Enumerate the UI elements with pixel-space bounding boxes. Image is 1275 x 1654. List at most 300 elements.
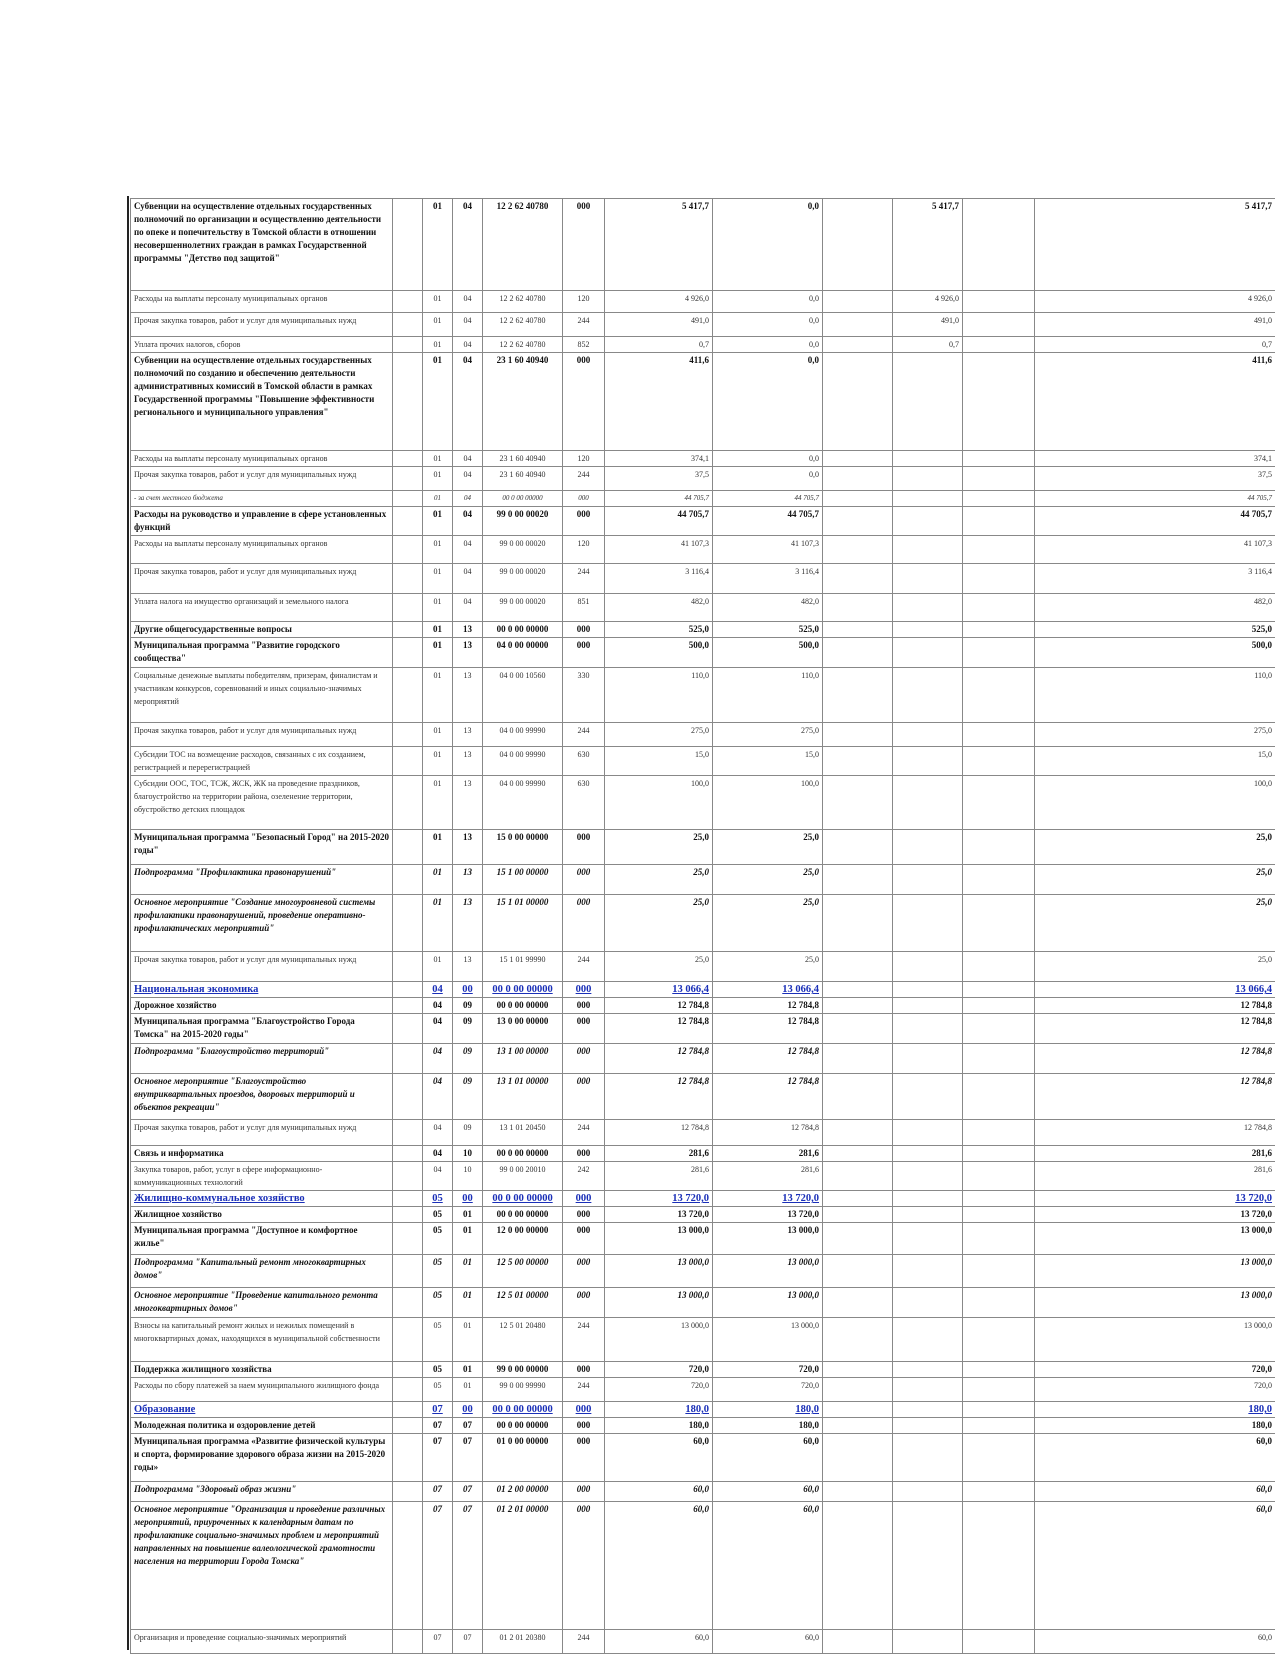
local-budget-cell: 12 784,8 [713,998,823,1014]
blank-cell [963,723,1035,747]
blank-cell [963,998,1035,1014]
table-row [131,1255,1275,1288]
blank-cell [393,1074,423,1120]
section-code-cell: 01 [423,337,453,353]
total-cell: 44 705,7 [1035,491,1275,507]
blank-cell [963,747,1035,776]
expense-type-cell: 000 [563,998,605,1014]
row-name-cell: Муниципальная программа "Безопасный Город" на 2015-2020 годы" [131,830,393,865]
row-name-cell: Прочая закупка товаров, работ и услуг для муниципальных нужд [131,723,393,747]
sum-cell: 60,0 [605,1502,713,1630]
blank-cell [393,865,423,895]
row-name-cell: Дорожное хозяйство [131,998,393,1014]
blank-cell [393,1288,423,1318]
regional-budget-cell [893,1014,963,1044]
sum-cell: 60,0 [605,1482,713,1502]
section-code-cell: 04 [423,998,453,1014]
subsection-code-cell: 04 [453,313,483,337]
blank-cell [823,594,893,622]
table-row [131,594,1275,622]
regional-budget-cell [893,668,963,723]
table-row [131,199,1275,291]
local-budget-cell: 275,0 [713,723,823,747]
expense-type-cell: 630 [563,747,605,776]
total-cell: 411,6 [1035,353,1275,451]
sum-cell: 13 066,4 [605,982,713,998]
blank-cell [823,1120,893,1146]
expense-type-cell: 244 [563,952,605,982]
table-row [131,952,1275,982]
table-row [131,865,1275,895]
local-budget-cell: 13 720,0 [713,1207,823,1223]
sum-cell: 13 720,0 [605,1191,713,1207]
table-row [131,1482,1275,1502]
row-name-cell: Прочая закупка товаров, работ и услуг для муниципальных нужд [131,1120,393,1146]
blank-cell [393,1318,423,1362]
blank-cell [963,668,1035,723]
total-cell: 100,0 [1035,776,1275,830]
blank-cell [823,998,893,1014]
blank-cell [393,1162,423,1191]
table-row [131,564,1275,594]
blank-cell [823,1191,893,1207]
table-row [131,353,1275,451]
blank-cell [823,507,893,536]
subsection-code-cell: 00 [453,1402,483,1418]
blank-cell [393,1378,423,1402]
blank-cell [393,353,423,451]
row-name-cell: Организация и проведение социально-значимых мероприятий [131,1630,393,1654]
subsection-code-cell: 04 [453,199,483,291]
target-article-cell: 12 0 00 00000 [483,1223,563,1255]
blank-cell [823,291,893,313]
blank-cell [963,467,1035,491]
regional-budget-cell [893,1378,963,1402]
total-cell: 180,0 [1035,1402,1275,1418]
sum-cell: 13 000,0 [605,1318,713,1362]
regional-budget-cell [893,1482,963,1502]
row-name-cell: - за счет местного бюджета [131,491,393,507]
expense-type-cell: 000 [563,491,605,507]
regional-budget-cell [893,1418,963,1434]
blank-cell [963,594,1035,622]
blank-cell [823,776,893,830]
blank-cell [963,1482,1035,1502]
sum-cell: 37,5 [605,467,713,491]
subsection-code-cell: 04 [453,507,483,536]
subsection-code-cell: 04 [453,564,483,594]
local-budget-cell: 720,0 [713,1362,823,1378]
blank-cell [823,353,893,451]
expense-type-cell: 000 [563,1255,605,1288]
blank-cell [393,668,423,723]
sum-cell: 281,6 [605,1162,713,1191]
regional-budget-cell [893,622,963,638]
table-row [131,1146,1275,1162]
local-budget-cell: 25,0 [713,830,823,865]
table-row [131,291,1275,313]
local-budget-cell: 44 705,7 [713,491,823,507]
sum-cell: 275,0 [605,723,713,747]
sum-cell: 720,0 [605,1362,713,1378]
section-code-cell: 05 [423,1378,453,1402]
row-name-cell: Прочая закупка товаров, работ и услуг для муниципальных нужд [131,467,393,491]
blank-cell [393,952,423,982]
section-code-cell: 01 [423,622,453,638]
target-article-cell: 13 1 01 20450 [483,1120,563,1146]
expense-type-cell: 120 [563,536,605,564]
subsection-code-cell: 04 [453,594,483,622]
regional-budget-cell [893,353,963,451]
target-article-cell: 00 0 00 00000 [483,1207,563,1223]
total-cell: 12 784,8 [1035,1044,1275,1074]
total-cell: 13 000,0 [1035,1318,1275,1362]
subsection-code-cell: 13 [453,668,483,723]
table-row [131,467,1275,491]
regional-budget-cell [893,594,963,622]
table-row [131,1402,1275,1418]
local-budget-cell: 0,0 [713,199,823,291]
target-article-cell: 99 0 00 00020 [483,536,563,564]
row-name-cell: Подпрограмма "Здоровый образ жизни" [131,1482,393,1502]
sum-cell: 110,0 [605,668,713,723]
blank-cell [823,865,893,895]
subsection-code-cell: 00 [453,982,483,998]
target-article-cell: 12 2 62 40780 [483,313,563,337]
blank-cell [823,337,893,353]
target-article-cell: 99 0 00 00000 [483,1362,563,1378]
section-code-cell: 05 [423,1362,453,1378]
blank-cell [963,1502,1035,1630]
expense-type-cell: 000 [563,895,605,952]
local-budget-cell: 500,0 [713,638,823,668]
sum-cell: 374,1 [605,451,713,467]
section-code-cell: 01 [423,895,453,952]
row-name-cell: Закупка товаров, работ, услуг в сфере информационно-коммуникационных технологий [131,1162,393,1191]
subsection-code-cell: 13 [453,830,483,865]
subsection-code-cell: 09 [453,998,483,1014]
expense-type-cell: 242 [563,1162,605,1191]
blank-cell [823,1223,893,1255]
subsection-code-cell: 13 [453,747,483,776]
table-row [131,1014,1275,1044]
local-budget-cell: 0,0 [713,467,823,491]
target-article-cell: 13 1 01 00000 [483,1074,563,1120]
left-margin-rule [127,196,129,1650]
blank-cell [393,1255,423,1288]
blank-cell [823,747,893,776]
target-article-cell: 12 5 00 00000 [483,1255,563,1288]
expense-type-cell: 000 [563,865,605,895]
table-row [131,1418,1275,1434]
section-code-cell: 04 [423,982,453,998]
expense-type-cell: 244 [563,723,605,747]
sum-cell: 180,0 [605,1418,713,1434]
total-cell: 41 107,3 [1035,536,1275,564]
row-name-cell: Муниципальная программа "Развитие городского сообщества" [131,638,393,668]
blank-cell [393,1014,423,1044]
regional-budget-cell [893,747,963,776]
total-cell: 60,0 [1035,1630,1275,1654]
target-article-cell: 00 0 00 00000 [483,1418,563,1434]
blank-cell [823,1255,893,1288]
local-budget-cell: 0,0 [713,451,823,467]
sum-cell: 25,0 [605,895,713,952]
table-row [131,830,1275,865]
section-code-cell: 01 [423,353,453,451]
total-cell: 0,7 [1035,337,1275,353]
target-article-cell: 99 0 00 00020 [483,564,563,594]
sum-cell: 44 705,7 [605,491,713,507]
expense-type-cell: 852 [563,337,605,353]
target-article-cell: 12 5 01 20480 [483,1318,563,1362]
subsection-code-cell: 09 [453,1044,483,1074]
subsection-code-cell: 01 [453,1378,483,1402]
section-code-cell: 01 [423,507,453,536]
expense-type-cell: 000 [563,1502,605,1630]
blank-cell [393,895,423,952]
blank-cell [823,1074,893,1120]
blank-cell [963,638,1035,668]
target-article-cell: 00 0 00 00000 [483,982,563,998]
blank-cell [823,1362,893,1378]
target-article-cell: 01 0 00 00000 [483,1434,563,1482]
expense-type-cell: 330 [563,668,605,723]
total-cell: 12 784,8 [1035,1014,1275,1044]
target-article-cell: 99 0 00 00020 [483,594,563,622]
local-budget-cell: 60,0 [713,1502,823,1630]
total-cell: 25,0 [1035,895,1275,952]
target-article-cell: 04 0 00 99990 [483,776,563,830]
subsection-code-cell: 00 [453,1191,483,1207]
section-code-cell: 05 [423,1318,453,1362]
regional-budget-cell [893,1402,963,1418]
blank-cell [963,982,1035,998]
blank-cell [823,638,893,668]
table-row [131,1162,1275,1191]
row-name-cell: Образование [131,1402,393,1418]
local-budget-cell: 180,0 [713,1402,823,1418]
row-name-cell: Муниципальная программа "Доступное и комфортное жилье" [131,1223,393,1255]
table-row [131,747,1275,776]
target-article-cell: 01 2 01 00000 [483,1502,563,1630]
sum-cell: 411,6 [605,353,713,451]
regional-budget-cell [893,1191,963,1207]
expense-type-cell: 000 [563,1402,605,1418]
local-budget-cell: 482,0 [713,594,823,622]
local-budget-cell: 3 116,4 [713,564,823,594]
section-code-cell: 01 [423,451,453,467]
subsection-code-cell: 01 [453,1255,483,1288]
sum-cell: 5 417,7 [605,199,713,291]
total-cell: 12 784,8 [1035,998,1275,1014]
local-budget-cell: 12 784,8 [713,1120,823,1146]
section-code-cell: 01 [423,747,453,776]
row-name-cell: Субсидии ТОС на возмещение расходов, связанных с их созданием, регистрацией и перерегистрацией [131,747,393,776]
total-cell: 13 720,0 [1035,1191,1275,1207]
local-budget-cell: 281,6 [713,1162,823,1191]
subsection-code-cell: 07 [453,1418,483,1434]
blank-cell [393,594,423,622]
sum-cell: 281,6 [605,1146,713,1162]
subsection-code-cell: 01 [453,1223,483,1255]
sum-cell: 15,0 [605,747,713,776]
table-row [131,776,1275,830]
table-row [131,1434,1275,1482]
blank-cell [963,865,1035,895]
total-cell: 37,5 [1035,467,1275,491]
target-article-cell: 12 2 62 40780 [483,291,563,313]
regional-budget-cell [893,1362,963,1378]
blank-cell [393,1223,423,1255]
expense-type-cell: 244 [563,467,605,491]
section-code-cell: 07 [423,1482,453,1502]
local-budget-cell: 525,0 [713,622,823,638]
subsection-code-cell: 09 [453,1074,483,1120]
sum-cell: 13 000,0 [605,1255,713,1288]
regional-budget-cell [893,1146,963,1162]
table-row [131,451,1275,467]
table-row [131,536,1275,564]
total-cell: 491,0 [1035,313,1275,337]
row-name-cell: Уплата прочих налогов, сборов [131,337,393,353]
table-row [131,1120,1275,1146]
blank-cell [823,1378,893,1402]
subsection-code-cell: 09 [453,1120,483,1146]
target-article-cell: 15 1 00 00000 [483,865,563,895]
blank-cell [393,638,423,668]
row-name-cell: Основное мероприятие "Организация и проведение различных мероприятий, приуроченных к календарным датам по профилактике социально-значимых проблем и мероприятий направленных на повышение валеологической грамотности населения на территории Города Томска" [131,1502,393,1630]
table-row [131,723,1275,747]
regional-budget-cell: 5 417,7 [893,199,963,291]
section-code-cell: 01 [423,536,453,564]
local-budget-cell: 15,0 [713,747,823,776]
target-article-cell: 04 0 00 10560 [483,668,563,723]
expense-type-cell: 000 [563,1223,605,1255]
blank-cell [393,1402,423,1418]
table-row [131,668,1275,723]
total-cell: 13 000,0 [1035,1223,1275,1255]
table-row [131,1074,1275,1120]
section-code-cell: 01 [423,830,453,865]
row-name-cell: Расходы на руководство и управление в сфере установленных функций [131,507,393,536]
section-code-cell: 05 [423,1288,453,1318]
row-name-cell: Прочая закупка товаров, работ и услуг для муниципальных нужд [131,564,393,594]
blank-cell [823,895,893,952]
section-code-cell: 01 [423,564,453,594]
target-article-cell: 00 0 00 00000 [483,1402,563,1418]
row-name-cell: Основное мероприятие "Благоустройство внутриквартальных проездов, дворовых территорий и объектов рекреации" [131,1074,393,1120]
local-budget-cell: 60,0 [713,1630,823,1654]
blank-cell [393,1418,423,1434]
expense-type-cell: 000 [563,1288,605,1318]
blank-cell [823,536,893,564]
regional-budget-cell [893,1318,963,1362]
section-code-cell: 04 [423,1074,453,1120]
total-cell: 25,0 [1035,865,1275,895]
sum-cell: 482,0 [605,594,713,622]
row-name-cell: Социальные денежные выплаты победителям, призерам, финалистам и участникам конкурсов, соревнований и иных социально-значимых мероприятий [131,668,393,723]
subsection-code-cell: 13 [453,776,483,830]
subsection-code-cell: 04 [453,353,483,451]
sum-cell: 13 720,0 [605,1207,713,1223]
blank-cell [393,622,423,638]
target-article-cell: 15 1 01 99990 [483,952,563,982]
row-name-cell: Подпрограмма "Профилактика правонарушений" [131,865,393,895]
subsection-code-cell: 01 [453,1318,483,1362]
local-budget-cell: 13 000,0 [713,1255,823,1288]
subsection-code-cell: 13 [453,638,483,668]
section-code-cell: 05 [423,1191,453,1207]
sum-cell: 25,0 [605,830,713,865]
expense-type-cell: 244 [563,1318,605,1362]
regional-budget-cell [893,895,963,952]
row-name-cell: Подпрограмма "Благоустройство территорий" [131,1044,393,1074]
target-article-cell: 12 5 01 00000 [483,1288,563,1318]
local-budget-cell: 12 784,8 [713,1074,823,1120]
section-code-cell: 04 [423,1044,453,1074]
blank-cell [823,622,893,638]
target-article-cell: 04 0 00 99990 [483,747,563,776]
sum-cell: 12 784,8 [605,1014,713,1044]
blank-cell [823,1207,893,1223]
blank-cell [393,998,423,1014]
section-code-cell: 01 [423,291,453,313]
expense-type-cell: 000 [563,622,605,638]
subsection-code-cell: 07 [453,1482,483,1502]
blank-cell [823,1434,893,1482]
blank-cell [963,1378,1035,1402]
target-article-cell: 00 0 00 00000 [483,1146,563,1162]
target-article-cell: 99 0 00 00020 [483,507,563,536]
blank-cell [963,622,1035,638]
blank-cell [823,199,893,291]
blank-cell [393,451,423,467]
sum-cell: 0,7 [605,337,713,353]
total-cell: 720,0 [1035,1362,1275,1378]
blank-cell [823,564,893,594]
section-code-cell: 01 [423,313,453,337]
target-article-cell: 99 0 00 20010 [483,1162,563,1191]
blank-cell [393,1044,423,1074]
table-body [131,199,1275,1654]
local-budget-cell: 180,0 [713,1418,823,1434]
blank-cell [823,1482,893,1502]
regional-budget-cell [893,1223,963,1255]
subsection-code-cell: 04 [453,337,483,353]
regional-budget-cell [893,536,963,564]
row-name-cell: Основное мероприятие "Создание многоуровневой системы профилактики правонарушений, проведение оперативно-профилактических мероприятий" [131,895,393,952]
table-row [131,491,1275,507]
expense-type-cell: 000 [563,199,605,291]
regional-budget-cell [893,776,963,830]
sum-cell: 41 107,3 [605,536,713,564]
row-name-cell: Основное мероприятие "Проведение капитального ремонта многоквартирных домов" [131,1288,393,1318]
table-row [131,622,1275,638]
blank-cell [963,451,1035,467]
target-article-cell: 23 1 60 40940 [483,467,563,491]
expense-type-cell: 000 [563,1074,605,1120]
sum-cell: 4 926,0 [605,291,713,313]
blank-cell [393,1191,423,1207]
expense-type-cell: 000 [563,1418,605,1434]
regional-budget-cell: 491,0 [893,313,963,337]
row-name-cell: Муниципальная программа «Развитие физической культуры и спорта, формирование здорового образа жизни на 2015-2020 годы» [131,1434,393,1482]
subsection-code-cell: 07 [453,1434,483,1482]
target-article-cell: 13 0 00 00000 [483,1014,563,1044]
sum-cell: 13 000,0 [605,1288,713,1318]
subsection-code-cell: 07 [453,1502,483,1630]
